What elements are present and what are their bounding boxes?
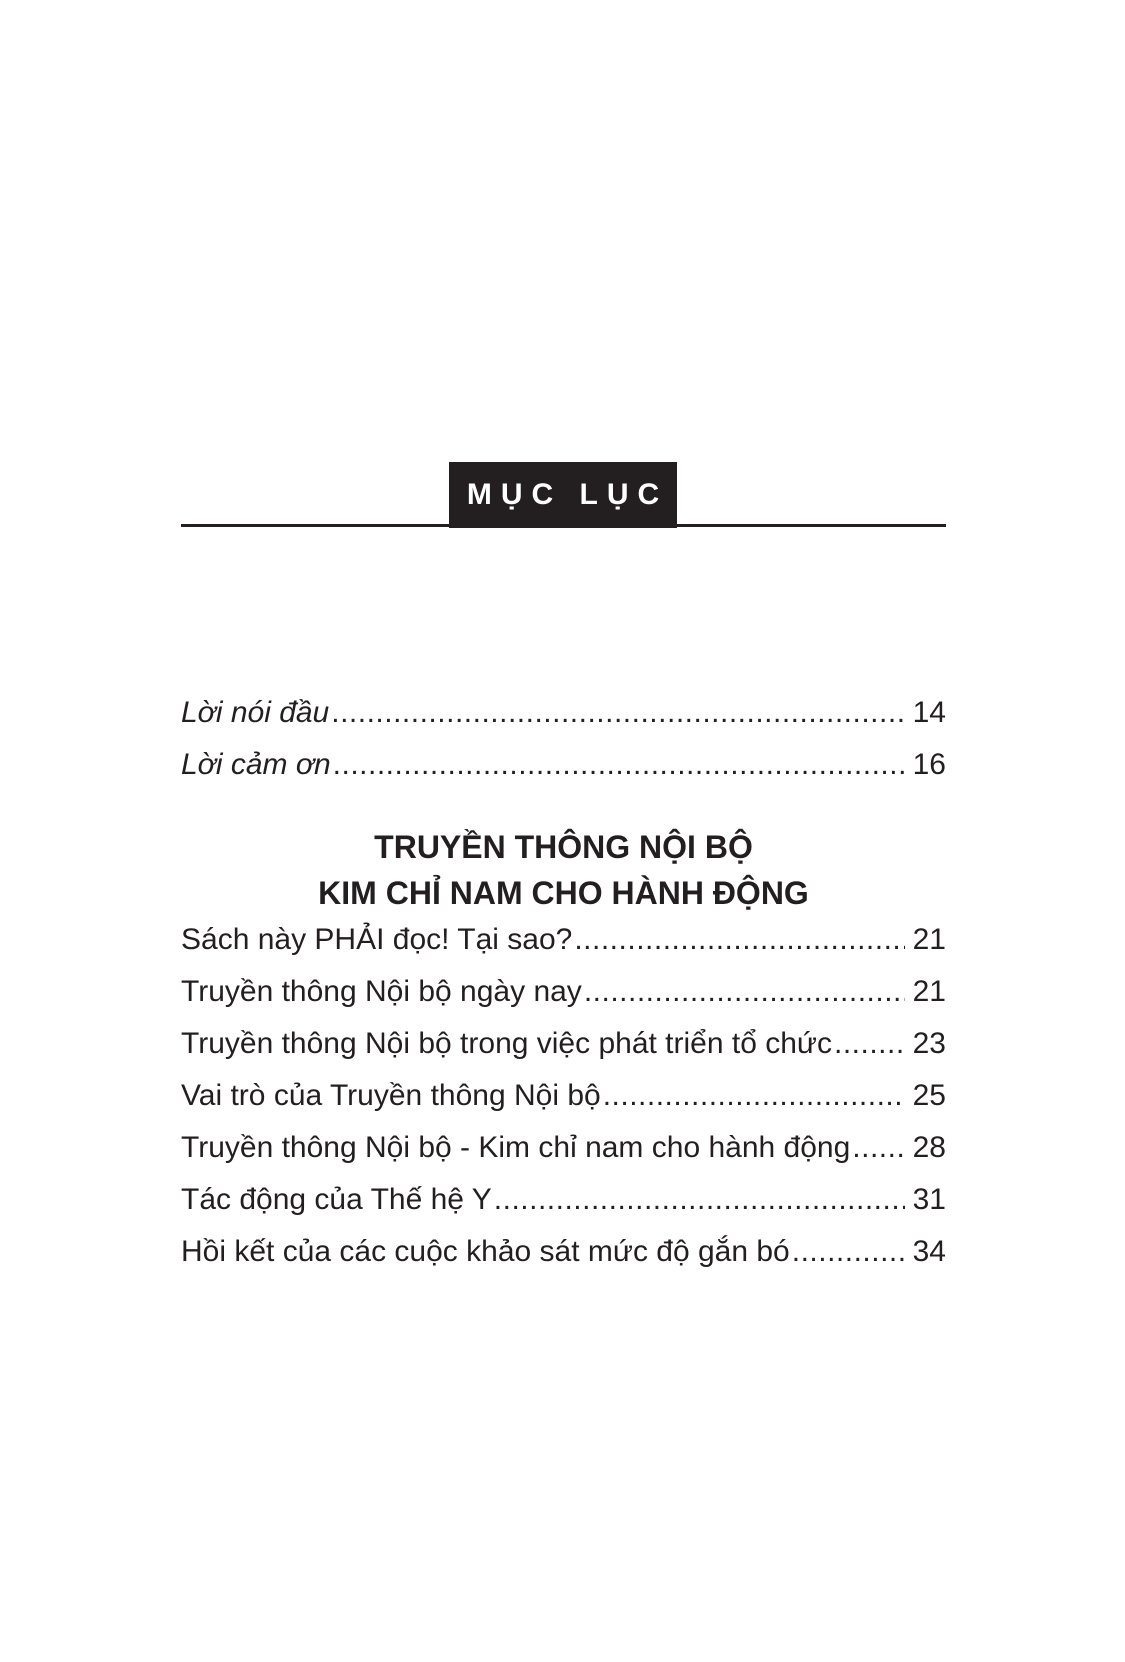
toc-entry-page: 34 <box>912 1235 946 1268</box>
toc-entry-page: 31 <box>912 1183 946 1216</box>
section-heading-line1: TRUYỀN THÔNG NỘI BỘ <box>374 829 753 865</box>
toc-entry-page: 16 <box>912 748 946 781</box>
muc-luc-banner-label: MỤC LỤC <box>466 478 669 511</box>
toc-entry-page: 25 <box>912 1079 946 1112</box>
toc-entry-title: Tác động của Thế hệ Y <box>181 1183 492 1216</box>
toc-entry <box>181 1078 946 1114</box>
toc-entry-page: 23 <box>912 1027 946 1060</box>
toc-entry-title: Sách này PHẢI đọc! Tại sao? <box>181 923 573 956</box>
dot-leader <box>603 1078 905 1114</box>
toc-entry-title: Lời cảm ơn <box>181 748 331 781</box>
section-heading-line2: KIM CHỈ NAM CHO HÀNH ĐỘNG <box>318 875 809 911</box>
toc-entry <box>181 1182 946 1218</box>
toc-entry-title: Vai trò của Truyền thông Nội bộ <box>181 1079 601 1112</box>
toc-entry-title: Hồi kết của các cuộc khảo sát mức độ gắn bó <box>181 1235 790 1268</box>
toc-entry-page: 21 <box>912 923 946 956</box>
toc-entry-title: Lời nói đầu <box>181 696 330 729</box>
dot-leader <box>584 974 905 1010</box>
toc-entry <box>181 695 946 731</box>
dot-leader <box>834 1026 905 1062</box>
toc-entry <box>181 974 946 1010</box>
toc-entry <box>181 747 946 783</box>
toc-entry <box>181 922 946 958</box>
dot-leader <box>574 922 904 958</box>
toc-entry-page: 21 <box>912 975 946 1008</box>
toc-entry-title: Truyền thông Nội bộ trong việc phát triển tổ chức <box>181 1027 832 1060</box>
dot-leader <box>852 1130 904 1166</box>
table-of-contents <box>181 695 946 1286</box>
muc-luc-banner <box>449 462 677 528</box>
toc-entry-title: Truyền thông Nội bộ - Kim chỉ nam cho hành động <box>181 1131 851 1164</box>
dot-leader <box>792 1234 905 1270</box>
dot-leader <box>333 747 905 783</box>
toc-entry-title: Truyền thông Nội bộ ngày nay <box>181 975 582 1008</box>
section-heading <box>181 824 946 916</box>
toc-entry <box>181 1026 946 1062</box>
toc-entry-page: 14 <box>912 696 946 729</box>
dot-leader <box>331 695 904 731</box>
toc-entry-page: 28 <box>912 1131 946 1164</box>
toc-entry <box>181 1234 946 1270</box>
dot-leader <box>494 1182 905 1218</box>
toc-entry <box>181 1130 946 1166</box>
